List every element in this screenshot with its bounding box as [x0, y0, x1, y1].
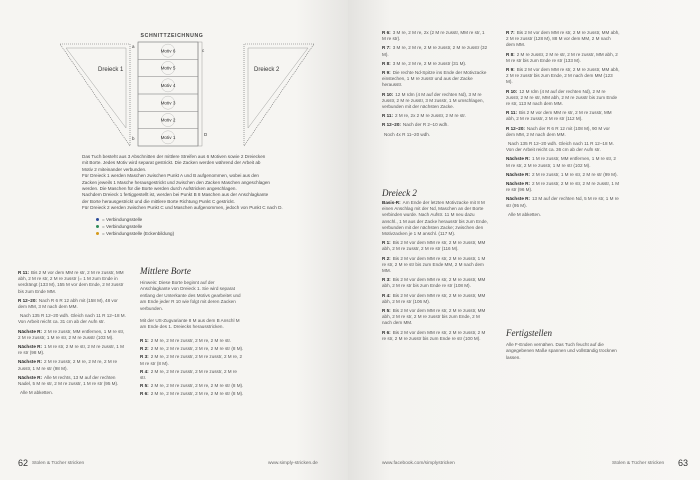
- row-text: Nach der R 2–10 wdh.: [402, 122, 449, 128]
- row-text: 3 M re, 2 M re, 2 M re zusstr (31 M).: [392, 60, 467, 66]
- row-label: Nächste R:: [506, 196, 530, 202]
- instruction-row: [382, 200, 488, 237]
- row-label: R 12–20:: [382, 122, 401, 128]
- instruction-row: [506, 30, 620, 49]
- row-label: R 9:: [506, 67, 515, 73]
- row-label: R 3:: [382, 277, 391, 283]
- footer-url-right: www.facebook.com/simplystricken: [382, 461, 455, 466]
- legend-item: = Verbindungsstelle: [96, 224, 142, 229]
- row-text: 2 M re, 2 M re zusstr, 2 M re, 2 M re str.: [150, 338, 232, 343]
- row-label: R 2:: [140, 346, 149, 352]
- row-text: Nach der R 6 R 12 mit (108 M), 90 M vor dem MM, 2 M nach dem MM.: [506, 125, 610, 137]
- right-page: [348, 0, 700, 480]
- instruction-row: [506, 181, 620, 193]
- row-text: 2 M re, 2x 2 M re zusstr, 2 M re str.: [394, 113, 466, 119]
- row-text: 1 M re zusstr, MM entfernen, 1 M re str, 2 M re str, 2 M re zusstr, 1 M re str (102 M).: [506, 156, 616, 168]
- instruction-row: [140, 346, 244, 352]
- row-label: R 5:: [140, 383, 149, 389]
- row-label: Nächste R:: [18, 374, 42, 380]
- row-text: Noch 4x R 11–20 wdh.: [384, 131, 431, 137]
- instruction-row: [382, 132, 488, 138]
- row-text: Bis 2 M vor dem MM re str, 2 M re zusstr, 2 M re str, 2 M re zusstr bis zum Ende re str (100 M).: [382, 329, 486, 341]
- row-label: R 10:: [382, 91, 394, 97]
- row-text: 2 M re, 2 M re zusstr, 2 M re, 2 M re str (8 M).: [150, 346, 244, 352]
- row-text: Bis 2 M vor dem MM re str, 2 M re zusstr, MM abh, 2 M re str bis zum Ende re str (108 M).: [382, 277, 486, 289]
- triangle-1-label: Dreieck 1: [98, 67, 124, 73]
- motif-label: Motiv 4: [160, 82, 176, 88]
- intro-line: Nachdem Dreieck 1 fertiggestellt ist, werden bei Punkt B 8 Maschen aus der Anschlagkante: [82, 192, 269, 198]
- row-text: Bis 2 M vor dem MM re str, 2 M re zusstr, MM abh, 2 M re str, 2 M re zusstr (= 1 M zum Ende in verdrängt (133 M), 155 M vor dem Ende, 2 M zusstr bis zum Ende MM.: [18, 270, 124, 294]
- dreieck-2-heading: Dreieck 2: [382, 188, 417, 198]
- instruction-row: [506, 212, 620, 218]
- instruction-row: [18, 313, 126, 325]
- row-label: R 7:: [506, 30, 515, 35]
- row-label: R 10:: [506, 88, 518, 94]
- mark-b: b: [132, 136, 135, 141]
- instruction-row: [18, 344, 126, 356]
- row-text: Bis 2 M vor dem MM re str, 2 M re zusstr, MM abh, 2 M re zusstr (128 M), 88 M vor dem MM, 2 M nach dem MM.: [506, 30, 620, 48]
- legend-dot-orange: [96, 232, 99, 235]
- instruction-row: [506, 172, 620, 178]
- instruction-row: [382, 330, 488, 342]
- instruction-row: [140, 338, 244, 344]
- row-text: 2 M re, 2 M re zusstr, 2 M re, 2 M re str (8 M).: [150, 391, 244, 397]
- intro-paragraph: [82, 154, 283, 212]
- row-label: R 8:: [506, 51, 515, 57]
- fertigstellen-text: Alle F-Enden vernähen. Das Tuch feucht auf die angegebenen Maße spannen und vollständig trocknen lassen.: [506, 342, 617, 360]
- row-label: Nächste R:: [506, 156, 530, 162]
- instruction-row: [18, 270, 126, 295]
- row-text: 1 M re str, 2 M re str, 2 M re zusstr, 1 M re str (98 M).: [18, 344, 124, 356]
- row-label: R 5:: [382, 308, 391, 314]
- row-text: Am Ende der letzten Motivzacke mit 8 M einen Anschlag mit der Nd, Maschen an der Borte verbinden wurde. Nach Aufstr. 11 M neu dazu anschl., 1 M aus der Zacke herausstr bis zum Ende, verbunden mit der nächsten Zacke; zwischen den Motivzacken je 1 M anschl. (117 M).: [382, 200, 488, 237]
- instruction-row: [506, 67, 620, 86]
- instruction-row: [140, 391, 244, 397]
- row-label: Nächste R:: [506, 171, 530, 177]
- intro-line: Motiv 2 miteinander verbunden.: [82, 166, 147, 172]
- instruction-row: [382, 113, 488, 119]
- intro-line: werden. Die Maschen für die Borte werden durch Aufstricken angeschlagen.: [82, 186, 237, 192]
- row-text: Alle M abketten.: [20, 390, 53, 396]
- row-label: R 4:: [140, 368, 149, 374]
- row-label: R 11:: [506, 110, 517, 116]
- row-label: R 7:: [382, 45, 391, 51]
- row-text: Nach 135 R 12–20 wdh. Gleich nach 11 R 12–18 M. Von der Arbeit reicht ca. 36 cm ab der Aufn str.: [506, 141, 614, 153]
- instruction-row: [18, 390, 126, 396]
- row-label: R 12–20:: [18, 297, 37, 303]
- instruction-row: [506, 141, 620, 153]
- row-label: R 6:: [382, 329, 391, 335]
- instruction-row: [140, 354, 244, 366]
- intro-line: Das Tuch besteht aus 3 Abschnitten der mittlere Streifen aus 6 Motiven sowie 2 Dreiecken: [82, 154, 266, 159]
- fertigstellen-heading: Fertigstellen: [506, 328, 552, 338]
- row-label: R 6:: [382, 30, 391, 35]
- instruction-row: [382, 256, 488, 275]
- instruction-row: [18, 329, 126, 341]
- instruction-row: [506, 52, 620, 64]
- triangle-1-outline: [60, 44, 130, 146]
- instruction-row: [382, 122, 488, 128]
- instruction-row: [382, 277, 488, 289]
- legend-item: = Verbindungsstelle (Eckenbildung): [96, 231, 174, 236]
- row-label: R 12–20:: [506, 125, 525, 131]
- instruction-row: [382, 293, 488, 305]
- instruction-row: [382, 30, 488, 42]
- row-text: 3 M re, 2 M re, 2x (2 M re zusstr, MM re str, 1 M re str).: [382, 30, 485, 42]
- row-text: 2 M re, 2 M re zusstr, 2 M re zusstr, 2 M re str.: [140, 368, 237, 381]
- middle-border-strip: [198, 42, 202, 146]
- intro-line: der Borte herausgestrickt und die mittlere Borte Richtung Punkt C gestrickt.: [82, 198, 235, 204]
- row-text: 2 M re zusstr, 1 M re str, 2 M re str (99 M).: [532, 171, 618, 177]
- instruction-row: [506, 196, 620, 208]
- legend-dot-green: [96, 225, 99, 228]
- row-text: Bis 2 M vor dem MM re str, 2 M re zusstr, MM abh, 2 M re zusstr, 2 M re str (112 M).: [506, 110, 612, 122]
- instruction-row: [140, 383, 244, 389]
- triangle-1-inner: [66, 48, 126, 128]
- instruction-row: [506, 110, 620, 122]
- row-label: Nächste R:: [506, 181, 530, 187]
- row-text: Bis 2 M vor dem MM re str, 2 M re zusstr, MM abh, 2 M re zusstr bis zum Ende, 2 M nach dem MM (123 M).: [506, 67, 620, 85]
- instruction-row: [18, 298, 126, 310]
- row-label: R 8:: [382, 60, 391, 66]
- motif-label: Motiv 6: [160, 48, 176, 54]
- row-text: 3 M re, 2 M re, 2 M re zusstr, 2 M re zusstr (32 M).: [382, 45, 488, 57]
- mark-c: c: [202, 48, 205, 53]
- instruction-row: [382, 92, 488, 111]
- row-text: 2 M re zusstr, 2 M re str, 2 M re zusstr, MM abh, 2 M re str bis zum Ende re str (133 M).: [506, 51, 618, 63]
- row-label: R 11:: [18, 270, 29, 275]
- row-label: Nächste R:: [18, 328, 42, 334]
- dreieck-2-rows-continued: [506, 30, 620, 221]
- borte-rows-continued: [382, 30, 488, 141]
- row-label: R 4:: [382, 292, 391, 298]
- row-text: Nach R 6 R 12 abh mit (158 M), 48 vor dem MM, 3 M nach dem MM.: [18, 297, 118, 310]
- instruction-row: [506, 89, 620, 108]
- row-label: R 1:: [140, 338, 149, 343]
- left-instructions-column: [18, 270, 126, 399]
- row-text: Alle M abketten.: [508, 211, 541, 217]
- motif-label: Motiv 3: [160, 100, 176, 106]
- row-text: 12 M rdm (4 M auf der rechten Nd), 3 M re zusstr, 2 M re zusstr, 3 M zusstr, 1 M umschlagen, verbunden mit der nächsten Zacke.: [382, 91, 484, 110]
- row-label: R 3:: [140, 354, 149, 360]
- dreieck-2-rows: [382, 200, 488, 345]
- row-text: Alle M rechts, 13 M auf der rechten Nadel, 5 M re str, 2 M re zusstr, 1 M re str (95 M).: [18, 374, 119, 387]
- motif-label: Motiv 1: [160, 134, 176, 140]
- row-text: Bis 2 M vor dem MM re str, 2 M re zusstr, MM abh, 2 M re str (106 M).: [382, 292, 486, 304]
- legend-dot-blue: [96, 218, 99, 221]
- page-number-left: 62: [18, 458, 29, 468]
- intro-line: mit Borte. Jedes Motiv wird separat gestrickt. Die Zacken werden während der Arbeit ab: [82, 160, 261, 166]
- motif-label: Motiv 2: [160, 117, 176, 123]
- row-label: Nächste R:: [18, 359, 42, 365]
- mark-a: a: [132, 44, 135, 49]
- footer-url-left: www.simply-stricken.de: [268, 461, 318, 466]
- triangle-2-label: Dreieck 2: [254, 67, 280, 73]
- triangle-2-inner: [248, 48, 308, 128]
- running-head-left: Stolen & Tücher stricken: [32, 461, 85, 466]
- row-label: R 11:: [382, 113, 393, 119]
- mittlere-borte-note-2: Mit der US-Zugvariante 8 M aus dem B Anschl M am Ende des 1. Dreiecks herausstricken.: [140, 318, 240, 330]
- schnittzeichnung-diagram: [58, 28, 320, 150]
- row-text: Bis 2 M vor dem MM re str, 2 M re zusstr, MM abh, 2 M re str, 2 M re zusstr bis zum Ende, 2 M nach dem MM.: [382, 308, 486, 326]
- motif-cells: [138, 42, 198, 146]
- row-text: 12 M rdm (4 M auf der rechten Nd), 2 M re zusstr, 2 M re str, MM abh, 2 M re zusstr bis zum Ende re str, 113 M nach dem MM.: [506, 88, 618, 107]
- row-text: 2 M re, 2 M re zusstr, 2 M re zusstr, 2 M re, 2 M re str (8 M).: [140, 354, 243, 366]
- intro-line: Für Dreieck 1 werden Maschen zwischen Punkt A und B aufgenommen, wobei aus den: [82, 173, 259, 179]
- instruction-row: [382, 308, 488, 327]
- instruction-row: [140, 369, 244, 381]
- left-page: [0, 0, 348, 480]
- row-text: Nach 135 R 12–20 wdh. Gleich nach 11 R 12–18 M. Von Arbeit reicht ca. 31 cm ab der Aufn str.: [18, 313, 126, 325]
- instruction-row: [382, 45, 488, 57]
- row-text: 2 M re zusstr, MM entfernen, 1 M re str, 2 M re zusstr, 1 M re str, 2 M re zusstr (103 M).: [18, 328, 125, 340]
- row-text: 2 M re, 2 M re zusstr, 2 M re, 2 M re str (8 M).: [150, 383, 244, 389]
- mittlere-borte-note: Hinweis: Diese Borte beginnt auf der Anschlagkante von Dreieck 1. Sie wird separat entlang der Unterkante des Motivs gearbeitet und am Ende jeder R 10 wie folgt mit deren Zacken verbunden.: [140, 280, 241, 311]
- motif-label: Motiv 5: [160, 65, 176, 71]
- instruction-row: [18, 359, 126, 371]
- diagram-title: SCHNITTZEICHNUNG: [140, 33, 204, 39]
- instruction-row: [18, 375, 126, 387]
- instruction-row: [382, 70, 488, 89]
- intro-line: Zacken jeweils 1 Masche herausgestrickt und zwischen den Zacken Maschen angeschlagen: [82, 179, 270, 185]
- triangle-2-outline: [244, 44, 314, 146]
- row-text: 13 M auf der rechten Nd, 5 M re str, 1 M re str (95 M).: [506, 196, 619, 208]
- row-text: Die rechte Nd-Spitze ins Ende der Motivzacke einstechen, 1 M re zusstr und aus der Zacke herausstr.: [382, 70, 487, 88]
- mark-d: D: [204, 132, 208, 137]
- running-head-right: Stolen & Tücher stricken: [612, 461, 665, 466]
- row-label: Basis-R:: [382, 200, 401, 205]
- legend-item: = Verbindungsstelle: [96, 217, 142, 222]
- instruction-row: [506, 156, 620, 168]
- row-label: R 9:: [382, 70, 391, 76]
- row-text: 2 M re zusstr, 2 M re, 2 M re, 2 M re zusstr, 1 M re str (98 M).: [18, 359, 118, 371]
- instruction-row: [382, 61, 488, 67]
- intro-line: Für Dreieck 2 werden zwischen Punkt C und Maschen aufgenommen, jedoch von Punkt C nach D.: [82, 205, 283, 211]
- mittlere-borte-rows: [140, 338, 244, 400]
- row-label: R 2:: [382, 255, 391, 261]
- instruction-row: [382, 240, 488, 252]
- instruction-row: [506, 126, 620, 138]
- mittlere-borte-heading: Mittlere Borte: [140, 266, 191, 276]
- page-number-right: 63: [678, 458, 689, 468]
- row-label: Nächste R:: [18, 344, 42, 350]
- row-text: Bis 2 M vor dem MM re str, 2 M re zusstr, MM abh, 2 M re zusstr, 2 M re str (116 M).: [382, 240, 486, 252]
- row-label: R 6:: [140, 391, 149, 397]
- row-label: R 1:: [382, 240, 391, 246]
- row-text: 2 M re zusstr, 2 M re str, 2 M re zusstr, 1 M re str (96 M).: [506, 181, 620, 193]
- row-text: Bis 2 M vor dem MM re str, 2 M re zusstr, 1 M re str, 2 M re str bis zum Ende MM, 2 M nach dem MM.: [382, 255, 486, 274]
